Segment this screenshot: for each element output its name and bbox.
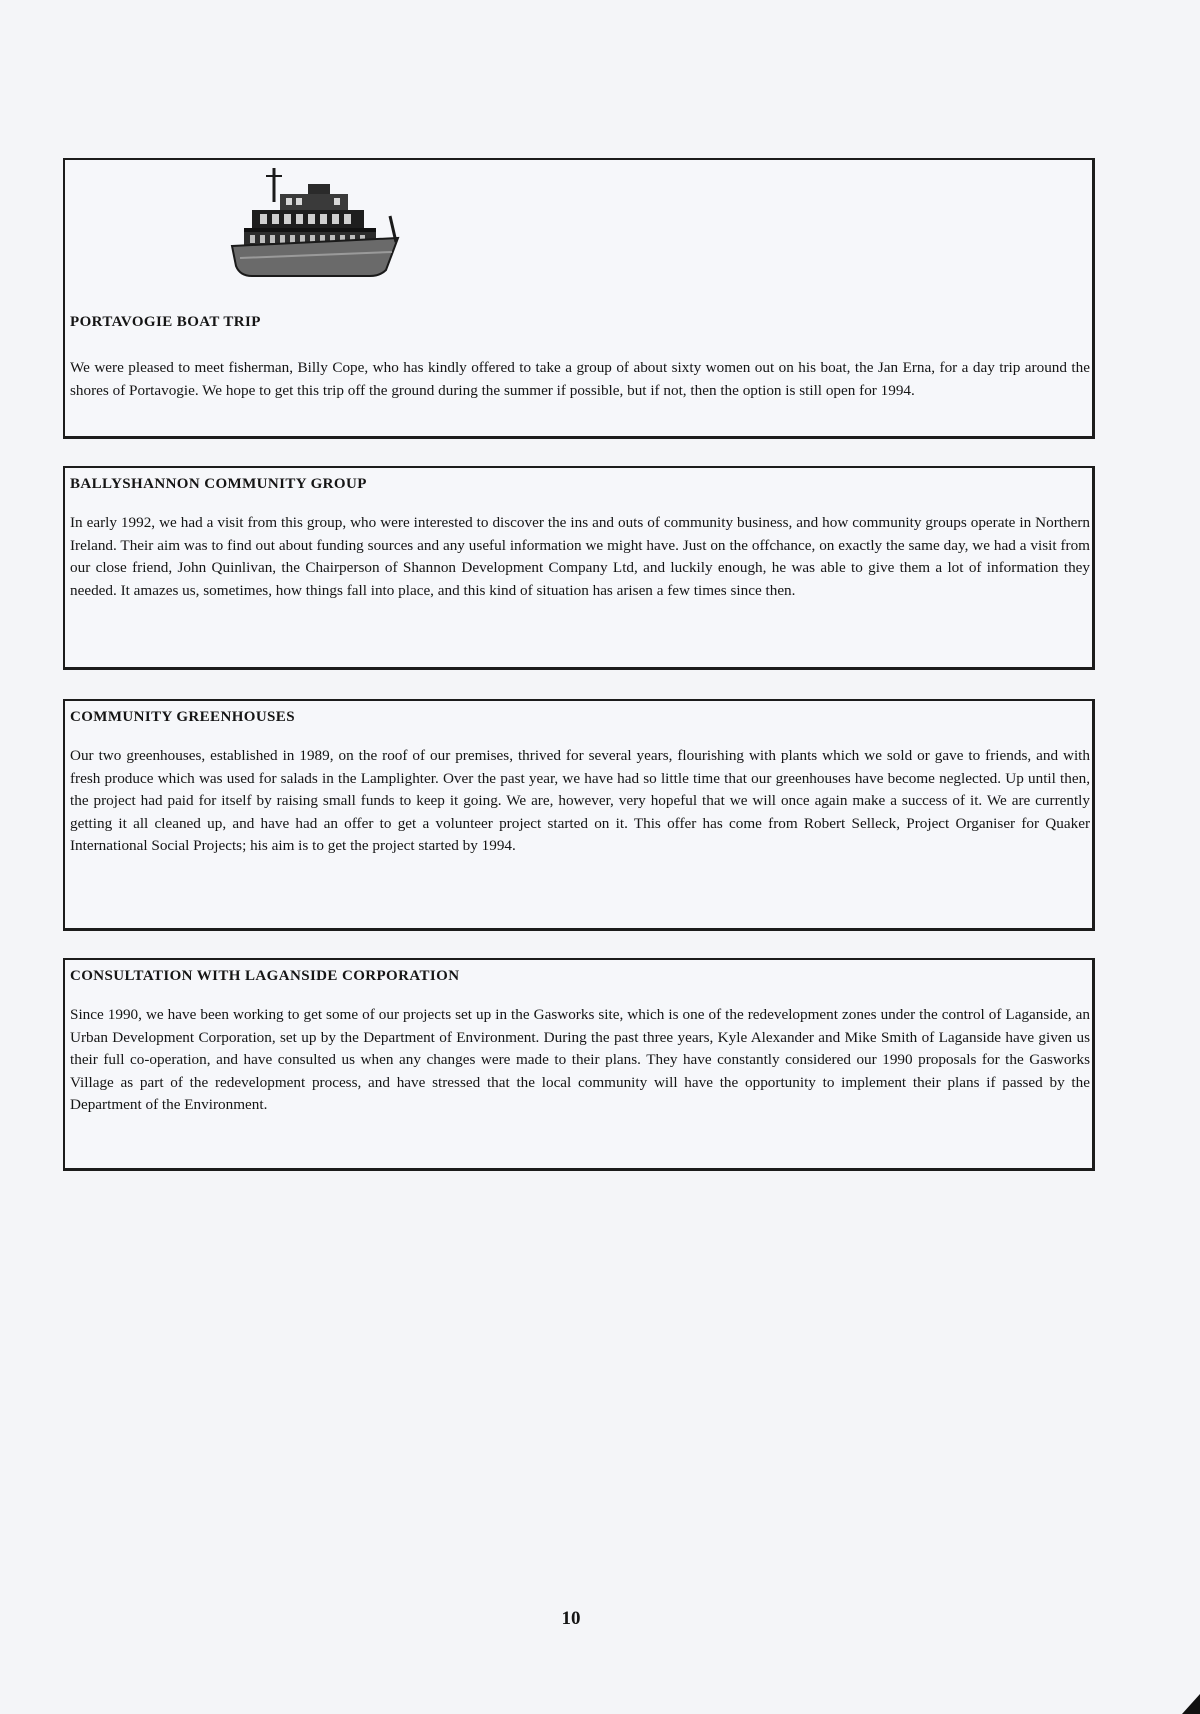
corner-scan-mark-icon <box>1178 1692 1200 1714</box>
section-heading: COMMUNITY GREENHOUSES <box>70 709 295 725</box>
section-body: Since 1990, we have been working to get some of our projects set up in the Gasworks site, which is one of the redevelopment zones under the control of Laganside, an Urban Development Corporation, set up by the Department of Environment. During the past three years, Kyle Alexander and Mike Smith of Laganside have given us their full co-operation, and have consulted us when any changes were made to their plans. They have constantly considered our 1990 proposals for the Gasworks Village as part of the redevelopment process, and have stressed that the local community will have the opportunity to implement their plans if passed by the Department of the Environment. <box>70 1006 1090 1114</box>
section-body: Our two greenhouses, established in 1989, on the roof of our premises, thrived for several years, flourishing with plants which we sold or gave to friends, and with fresh produce which was used for salads in the Lamplighter. Over the past year, we have had so little time that our greenhouses have become neglected. Up until then, the project had paid for itself by raising small funds to keep it going. We are, however, very hopeful that we will once again make a success of it. We are currently getting it all cleaned up, and have had an offer to get a volunteer project started on it. This offer has come from Robert Selleck, Project Organiser for Quaker International Social Projects; his aim is to get the project started by 1994. <box>70 747 1090 855</box>
boat-illustration-icon <box>230 166 402 278</box>
page-number: 10 <box>561 1608 581 1629</box>
section-heading: BALLYSHANNON COMMUNITY GROUP <box>70 476 367 492</box>
section-ballyshannon-community-group <box>63 466 1095 670</box>
section-body: In early 1992, we had a visit from this group, who were interested to discover the ins and outs of community business, and how community groups operate in Northern Ireland. Their aim was to find out about funding sources and any useful information we might have. Just on the offchance, on exactly the same day, we had a visit from our close friend, John Quinlivan, the Chairperson of Shannon Development Company Ltd, and luckily enough, he was able to give them a lot of information they needed. It amazes us, sometimes, how things fall into place, and this kind of situation has arisen a few times since then. <box>70 514 1090 599</box>
section-community-greenhouses <box>63 699 1095 931</box>
section-heading: CONSULTATION WITH LAGANSIDE CORPORATION <box>70 968 460 984</box>
section-portavogie-boat-trip <box>63 158 1095 439</box>
section-consultation-laganside <box>63 958 1095 1171</box>
section-heading: PORTAVOGIE BOAT TRIP <box>70 314 261 330</box>
section-body: We were pleased to meet fisherman, Billy Cope, who has kindly offered to take a group of about sixty women out on his boat, the Jan Erna, for a day trip around the shores of Portavogie. We hope to get this trip off the ground during the summer if possible, but if not, then the option is still open for 1994. <box>70 359 1090 399</box>
